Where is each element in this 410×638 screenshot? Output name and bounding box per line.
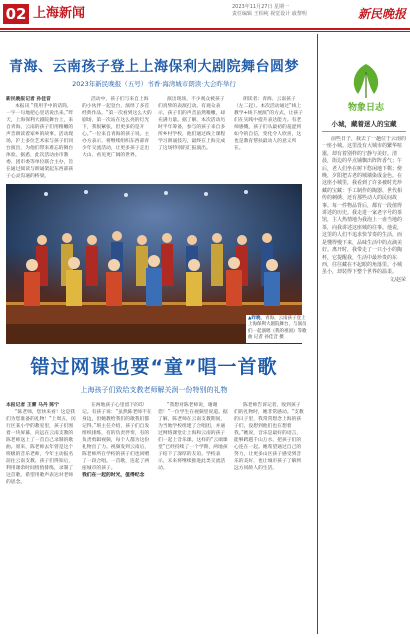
story2-column-4 [234, 402, 304, 634]
sidebar-column [322, 136, 406, 624]
sidebar-leaf-logo [336, 58, 396, 118]
story2-headline: 错过网课也要“童”唱一首歌 [30, 356, 278, 378]
story1-text-4: 朗读者：青海、云南孩子（左二起）。本次活动通过“线上教学+线下展演”的方式，让孩子们在实践中提升表达能力。有老师感慨，孩子们从最初的羞涩到如今的自信，变化令人欣喜，这也是教育帮扶最动人的意义所在。 [234, 97, 303, 151]
logo-text: 新民晚报 [358, 7, 407, 21]
header-rule-thin [0, 31, 410, 32]
story2-column-2 [82, 402, 152, 634]
header-info [232, 4, 350, 18]
story1-subhead: 2023年新民晚报（五号）书香·海湾城市朗读·大会昨举行 [72, 80, 236, 88]
story2-text-1: “陈老师，您快来看！这是我们为您准备的礼物！”上周五，闵行区某小学的教室里，孩子们围着一块屏幕，向远在云南支教的陈老师送上了一首自己录制的歌曲。原来，陈老师去年曾是这个班级的音乐老师，今年主动报名前往云南支教。孩子们得知后，利用课余时间悄悄排练，录制了这首歌，希望用歌声表达对老师的思念。 [6, 410, 76, 485]
story1-column-1 [6, 96, 76, 182]
editor-line: 责任编辑 王柏纯 视觉设计 戚黎明 [232, 11, 307, 17]
photo-caption [246, 315, 310, 343]
sidebar-logo-text: 物象日志 [347, 103, 385, 113]
date-line: 2023年11月27日 星期一 [232, 4, 290, 10]
story2-byline: 本报记者 王蕾 马丹 陈宁 [6, 403, 59, 408]
story2-column-3 [158, 402, 228, 634]
story1-headline: 青海、云南孩子登上上海保利大剧院舞台圆梦 [9, 59, 299, 75]
photo-caption-text: ，青海、云南孩子登上上海保利大剧院舞台，与演员们一起演唱《我的祖国》等歌曲 记者 孙佳音 摄 [248, 316, 307, 341]
story1-text-2: 活动中，孩子们与来自上海的小伙伴一起登台，演绎了多首经典作品。“第一次看到这么大的剧场，第一次站在这么亮的灯光下，我很紧张，但更多的是开心。”一位来自青海的孩子说。主办方表示，将继续组织东西部青少年交流活动，让更多孩子走出大山、看见更广阔的世界。 [82, 97, 152, 158]
sidebar-headline: 小城，藏着迷人的宝藏 [331, 120, 397, 128]
sidebar-separator [322, 131, 406, 132]
photo-caption-label: ▲昨晚 [248, 316, 261, 321]
story1-text-3: 演出现场，不少观众被孩子们真挚的表演打动。有观众表示，孩子们的声音虽然稚嫩，却充满力量。据了解，本次活动历时半年筹备，参与的孩子来自多所乡村学校，他们通过线上课程学习朗诵技巧，最终在上海完成了这场特别的汇报演出。 [158, 97, 226, 151]
story2-text-3: “我想对陈老师说，谢谢您！”一位学生在视频里说道。据了解，陈老师在云南支教期间，为当地学校组建了合唱团，并通过网络课堂让上海和云南的孩子们一起上音乐课。这样的“云端课堂”已经持续了一个学期，两地孩子结下了深厚的友谊。学校表示，未来将继续推进此类交流活动。 [158, 403, 228, 471]
header-rule [0, 28, 410, 30]
story1-column-2 [82, 96, 152, 182]
section-number: 02 [3, 4, 29, 24]
story1-column-4 [234, 96, 304, 182]
sidebar-text: 前些日子，我去了一趟位于云南的一座小城。这里没有大城市的繁华喧嚣，却有着别样的宁静与美好。清晨，街边的早点铺飘出阵阵香气；午后，老人们坐在树下悠闲地下棋；傍晚，夕阳把古老的城墙染成金色。在这座小城里，我看到了许多被时光珍藏的宝藏：手工制作的陶器、世代相传的刺绣、还有那些动人的民间故事。每一件物品背后，都有一段值得讲述的历史。我走进一家老字号的茶馆，主人热情地为我泡上一壶当地的茶，向我讲述这座城的往事。他说，这里的人们不追求快节奏的生活，而是懂得慢下来，品味生活中的点滴美好。离开时，我带走了一只小小的陶杯，它提醒我，生活中最珍贵的东西，往往藏在不起眼的角落里。小城虽小，却装得下整个世界的温柔。 [322, 136, 406, 276]
story2-subhead: 上海孩子们致给支教老师解关润一份特别的礼物 [80, 386, 228, 394]
story2-inline-title: 我们在一起的时光，值得纪念 [82, 473, 145, 478]
story2-text-2: 在两地孩子心里留下的印记。有孩子说：“虽然陈老师不在身边，但她教给我们的歌我们都记得。”班主任介绍，孩子们自发组织排练，有的负责伴奏，有的负责剪辑视频，每个人都为这份礼物出了力。视频发到云南后，陈老师所在学校的孩子们也回赠了一段合唱。一首歌，连起了两座城市的孩子。 [82, 403, 152, 471]
newspaper-logo [358, 2, 406, 26]
sidebar-author: 文/赵荣 [389, 276, 406, 283]
leaf-icon [336, 58, 396, 118]
section-name: 上海新闻 [33, 6, 86, 21]
story2-column-1 [6, 402, 76, 634]
sidebar-divider [317, 34, 318, 634]
story1-text-1: 本报讯 “我用手中的话筒，一字一句地把心里话说出来。”昨天，上海保利大剧院舞台上，来自青海、云南的孩子们用稚嫩的声音朗读着家乡的故事。活动现场，沪上多位艺术家与孩子们同台演出，为他们带来难忘的舞台体验。据悉，此次活动由市教委、团市委等单位联合主办，旨在通过阅读与朗诵架起东西部孩子心灵沟通的桥梁。 [6, 104, 74, 179]
story1-byline: 新民晚报记者 孙佳音 [6, 97, 51, 102]
story1-column-3 [158, 96, 228, 182]
story2-text-4: 陈老师告诉记者，收到孩子们的礼物时，她非常感动。“支教的日子里，我常常想念上海的孩子们，没想到他们也在想着我。”她说，音乐是最好的语言，能够跨越千山万水，把孩子们的心连在一起。她希望通过自己的努力，让更多山区孩子感受到音乐的美好，也让城市孩子了解到远方同龄人的生活。 [234, 403, 304, 471]
